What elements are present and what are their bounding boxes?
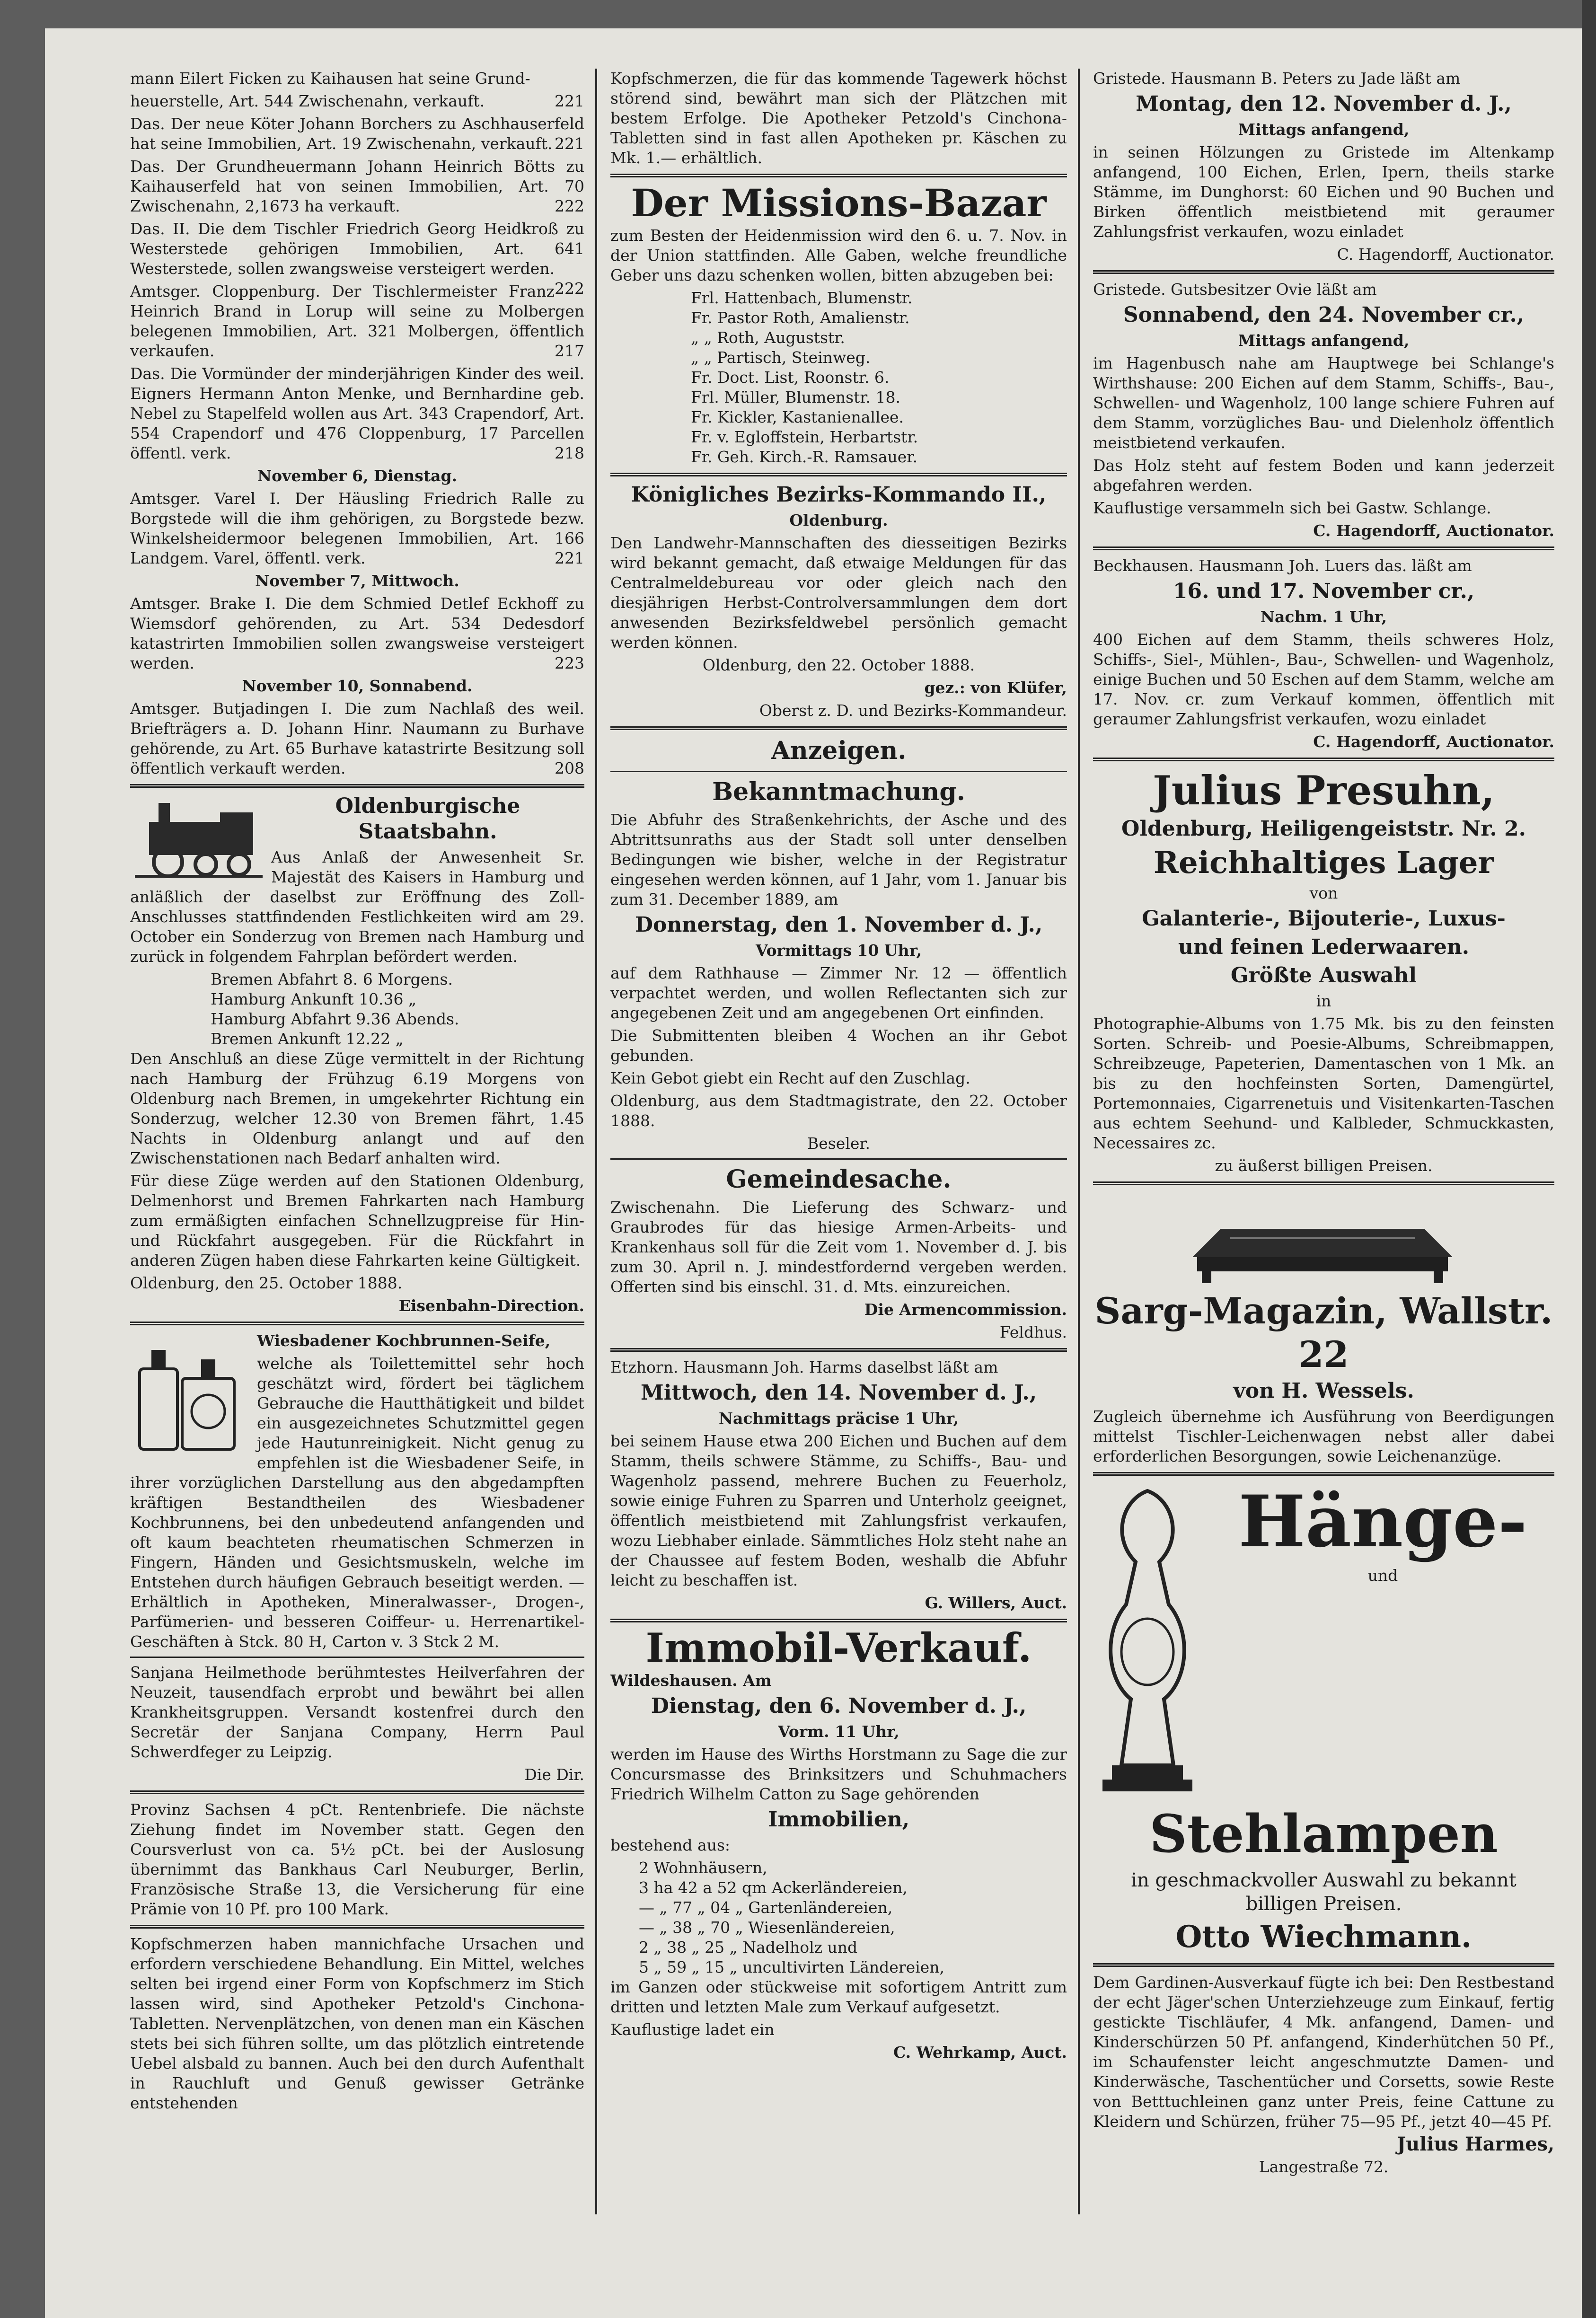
bekanntmachung-ad	[610, 777, 1067, 1154]
ad-title: Königliches Bezirks-Kommando II.,	[631, 483, 1047, 507]
ad-signature: Die Dir.	[524, 1765, 584, 1784]
beckhausen-ad	[1093, 556, 1554, 752]
ad-text: Etzhorn. Hausmann Joh. Harms daselbst läßt am	[610, 1358, 998, 1376]
schedule-row: Hamburg Abfahrt 9.36 Abends.	[211, 1010, 459, 1028]
list-item: — „ 38 „ 70 „ Wiesenländereien,	[639, 1918, 895, 1937]
ad-title: Sarg-Magazin, Wallstr. 22	[1094, 1290, 1553, 1375]
ad-place: Wildeshausen. Am	[610, 1671, 772, 1690]
ad-signature: Julius Harmes,	[1397, 2133, 1554, 2155]
ad-text: Photographie-Albums von 1.75 Mk. bis zu den feinsten Sorten. Schreib- und Poesie-Albums, Schreibmappen, Schreibzeuge, Papeterien, Damentaschen von 1 Mk. an bis zu den hochfeinsten Sorten, Damengürtel, Portemonnaies, Cigarrenetuis und Visitenkarten-Taschen aus echtem Seehund- und Kalbleder, Schmuckkasten, Necessaires zc.	[1093, 1014, 1554, 1152]
column-middle	[610, 69, 1067, 2198]
ad-title: Oldenburgische Staatsbahn.	[335, 794, 520, 844]
ad-signature: C. Hagendorff, Auctionator.	[1337, 245, 1554, 264]
ad-subtitle: Oldenburg.	[789, 511, 888, 529]
ad-day: Sonnabend, den 24. November cr.,	[1123, 303, 1525, 327]
ad-text: Für diese Züge werden auf den Stationen Oldenburg, Delmenhorst und Bremen Fahrkarten nach Hamburg zum ermäßigten einfachen Schnellzugpreise für Hin- und Rückfahrt ausgegeben. Für die Rückfahrt in anderen Zügen haben diese Fahrkarten keine Gültigkeit.	[130, 1172, 584, 1269]
sanjana-ad	[130, 1663, 584, 1785]
date-heading: November 10, Sonnabend.	[242, 677, 473, 695]
bazar-ad	[610, 183, 1067, 467]
ad-text: Kauflustige versammeln sich bei Gastw. Schlange.	[1093, 499, 1491, 517]
ad-time: Vorm. 11 Uhr,	[778, 1722, 899, 1741]
divider	[130, 784, 584, 788]
divider	[1093, 1963, 1554, 1967]
ad-text: Das Holz steht auf festem Boden und kann jederzeit abgefahren werden.	[1093, 456, 1554, 494]
divider	[1093, 1181, 1554, 1185]
ad-date: Oldenburg, den 25. October 1888.	[130, 1274, 403, 1292]
divider	[610, 726, 1067, 730]
gristede-ovie-ad	[1093, 280, 1554, 541]
list-item: Fr. Doct. List, Roonstr. 6.	[691, 368, 890, 387]
ad-signature: Otto Wiechmann.	[1175, 1919, 1472, 1955]
rente-ad	[130, 1800, 584, 1919]
list-item: Frl. Hattenbach, Blumenstr.	[691, 289, 913, 307]
list-item: Frl. Müller, Blumenstr. 18.	[691, 388, 900, 406]
schedule	[130, 970, 584, 1049]
divider	[130, 1322, 584, 1325]
ad-text: Den Landwehr-Mannschaften des diesseitigen Bezirks wird bekannt gemacht, daß etwaige Meldungen für das Centralmeldebureau vor oder gleich nach den diesjährigen Herbst-Controlversammlungen dem dort anwesenden Bezirksfeldwebel persönlich gemacht werden können.	[610, 534, 1067, 652]
divider	[610, 1158, 1067, 1160]
ad-time: Vormittags 10 Uhr,	[755, 941, 922, 960]
ad-signature-role: Oberst z. D. und Bezirks-Kommandeur.	[759, 701, 1067, 720]
ad-text-continued: Kopfschmerzen, die für das kommende Tagewerk höchst störend sind, bewährt man sich der Plätzchen mit bestem Erfolge. Die Apotheker Petzold's Cinchona-Tabletten sind in fast allen Apotheken pr. Käschen zu Mk. 1.— erhältlich.	[610, 69, 1067, 167]
ad-text: welche als Toilettemittel sehr hoch geschätzt wird, fördert bei täglichem Gebrauche die Hautthätigkeit und bildet ein ausgezeichnetes Schutzmittel gegen jede Hautunreinigkeit. Nicht genug zu empfehlen ist die Wiesbadener Seife, in ihrer vorzüglichen Darstellung aus den abgedampften kräftigen Bestandtheilen des Wiesbadener Kochbrunnens, bei den unbedeutend anfangenden und oft kaum beachteten rheumatischen Schmerzen in Fingern, Händen und Gesichtsmuskeln, welche im Entstehen durch häufigen Gebrauch beseitigt werden. — Erhältlich in Apotheken, Mineralwasser-, Drogen-, Parfümerien- und besseren Coiffeur- u. Herrenartikel-Geschäften à Stck. 80 H, Carton v. 3 Stck 2 M.	[130, 1354, 584, 1651]
ad-text: zu äußerst billigen Preisen.	[1215, 1156, 1433, 1175]
ad-day: Mittwoch, den 14. November d. J.,	[640, 1381, 1037, 1405]
ad-signature: G. Willers, Auct.	[925, 1594, 1067, 1612]
ad-text: Den Anschluß an diese Züge vermittelt in der Richtung nach Hamburg der Frühzug 6.19 Morgens von Oldenburg nach Bremen, in umgekehrter Richtung ein Sonderzug, welcher 12.30 von Bremen fährt, 1.45 Nachts in Oldenburg anlangt und auf den Zwischenstationen nach Bedarf anhalten wird.	[130, 1049, 584, 1167]
ad-text: Provinz Sachsen 4 pCt. Rentenbriefe. Die nächste Ziehung findet im November statt. Gegen den Coursverlust von ca. 5½ pCt. bei der Auslosung übernimmt das Bankhaus Carl Neuburger, Berlin, Französische Straße 13, die Versicherung für eine Prämie von 10 Pf. pro 100 Mark.	[130, 1800, 584, 1918]
gristede-peters-ad	[1093, 69, 1554, 264]
ad-day: Montag, den 12. November d. J.,	[1136, 92, 1512, 116]
immobil-ad	[610, 1624, 1067, 2062]
date-heading: November 7, Mittwoch.	[255, 572, 459, 590]
ad-signature-name: Feldhus.	[999, 1323, 1067, 1341]
list-item: Das. Der Grundheuermann Johann Heinrich Bötts zu Kaihauserfeld hat von seinen Immobilien, Art. 70 Zwischenahn, 2,1673 ha verkauft. 222	[130, 157, 584, 215]
ad-text: Kein Gebot giebt ein Recht auf den Zuschlag.	[610, 1069, 970, 1087]
divider	[1093, 1472, 1554, 1476]
list-item: 2 Wohnhäusern,	[639, 1859, 767, 1877]
ad-time: Nachmittags präcise 1 Uhr,	[718, 1409, 959, 1428]
divider	[1093, 270, 1554, 274]
column-left	[130, 69, 584, 2198]
ad-day: Dienstag, den 6. November d. J.,	[651, 1694, 1027, 1718]
list-item: Das. Der neue Köter Johann Borchers zu Aschhauserfeld hat seine Immobilien, Art. 19 Zwischenahn, verkauft. 221	[130, 115, 584, 153]
ad-title: Wiesbadener Kochbrunnen-Seife,	[257, 1331, 551, 1350]
ad-time: Mittags anfangend,	[1238, 331, 1410, 350]
ad-text: Oldenburg, aus dem Stadtmagistrate, den 22. October 1888.	[610, 1092, 1067, 1130]
ad-line: in	[1316, 992, 1331, 1010]
lampen-ad	[1093, 1481, 1554, 1956]
ad-text: zum Besten der Heidenmission wird den 6. u. 7. Nov. in der Union stattfinden. Alle Gaben, welche freundliche Geber uns dazu schenken wollen, bitten abzugeben bei:	[610, 226, 1067, 284]
schedule-row: Bremen Abfahrt 8. 6 Morgens.	[211, 970, 453, 988]
ad-signature: C. Hagendorff, Auctionator.	[1313, 521, 1554, 540]
divider	[1093, 546, 1554, 550]
column-rule-1	[595, 69, 597, 2214]
divider	[610, 174, 1067, 177]
divider	[130, 1657, 584, 1658]
list-item: Fr. v. Egloffstein, Herbartstr.	[691, 428, 918, 446]
list-item: 5 „ 59 „ 15 „ uncultivirten Ländereien,	[639, 1958, 944, 1976]
ad-signature: C. Wehrkamp, Auct.	[893, 2043, 1067, 2062]
ad-text: Zwischenahn. Die Lieferung des Schwarz- und Graubrodes für das hiesige Armen-Arbeits- und Krankenhaus soll für die Zeit vom 1. November d. J. bis zum 30. April n. J. mindestfordernd vergeben werden. Offerten sind bis einschl. 31. d. Mts. einzureichen.	[610, 1198, 1067, 1296]
locomotive-icon	[130, 793, 263, 879]
list-item: Amtsger. Varel I. Der Häusling Friedrich Ralle zu Borgstede will die ihm gehörigen, zu Borgstede bezw. Winkelsheidermoor belegenen Immobilien, Art. 166 Landgem. Varel, öffentl. verk. 221	[130, 489, 584, 567]
ad-time: Mittags anfangend,	[1238, 120, 1410, 139]
ad-text: Kauflustige ladet ein	[610, 2020, 775, 2039]
kommando-ad	[610, 482, 1067, 721]
schedule-row: Hamburg Ankunft 10.36 „	[211, 990, 417, 1008]
list-item: Das. Die Vormünder der minderjährigen Kinder des weil. Eigners Hermann Anton Menke, und Bernhardine geb. Nebel zu Stapelfeld wollen aus Art. 343 Crapendorf, Art. 554 Crapendorf und 476 Cloppenburg, 17 Parcellen öffentl. verk. 218	[130, 364, 584, 462]
presuhn-ad	[1093, 767, 1554, 1176]
gardinen-ad	[1093, 1973, 1554, 2177]
divider	[130, 1790, 584, 1794]
scan-edge	[1582, 0, 1596, 2318]
list-item: Amtsger. Brake I. Die dem Schmied Detlef Eckhoff zu Wiemsdorf gehörenden, zu Art. 534 Dedesdorf katastrirten Immobilien sollen zwangsweise versteigert werden. 223	[130, 594, 584, 672]
date-heading: November 6, Dienstag.	[257, 467, 458, 485]
ad-signature: gez.: von Klüfer,	[924, 679, 1067, 697]
column-right	[1093, 69, 1554, 2198]
seife-ad	[130, 1331, 584, 1652]
staatsbahn-ad	[130, 793, 584, 1316]
ad-line: und feinen Lederwaaren.	[1178, 935, 1470, 959]
ad-day: 16. und 17. November cr.,	[1173, 579, 1475, 603]
ad-text: Beckhausen. Hausmann Joh. Luers das. läßt am	[1093, 556, 1472, 575]
sarg-ad	[1093, 1191, 1554, 1466]
divider	[610, 1619, 1067, 1622]
ad-text: werden im Hause des Wirths Horstmann zu Sage die zur Concursmasse des Brinksitzers und Schuhmachers Friedrich Wilhelm Catton zu Sage gehörenden	[610, 1745, 1067, 1803]
ad-address: Oldenburg, Heiligengeiststr. Nr. 2.	[1121, 817, 1526, 841]
ad-date: Oldenburg, den 22. October 1888.	[702, 656, 975, 674]
ad-title: Hänge-	[1238, 1480, 1527, 1563]
ad-subtitle: Immobilien,	[767, 1807, 910, 1832]
list-item: Amtsger. Cloppenburg. Der Tischlermeister Franz Heinrich Brand in Lorup will seine zu Molbergen belegenen Immobilien, Art. 321 Molbergen, öffentlich verkaufen. 217	[130, 282, 584, 360]
list-item: 2 „ 38 „ 25 „ Nadelholz und	[639, 1938, 858, 1957]
list-item: „ „ Partisch, Steinweg.	[691, 348, 871, 367]
ad-signature: C. Hagendorff, Auctionator.	[1313, 732, 1554, 751]
ad-line: Galanterie-, Bijouterie-, Luxus-	[1142, 907, 1506, 931]
list-item: — „ 77 „ 04 „ Gartenländereien,	[639, 1898, 893, 1917]
list-item: heuerstelle, Art. 544 Zwischenahn, verkauft. 221	[130, 92, 584, 110]
property-list	[610, 1858, 1067, 1977]
ad-signature: Beseler.	[807, 1134, 870, 1153]
ad-text: Die Abfuhr des Straßenkehrichts, der Asche und des Abtrittsunraths aus der Stadt soll unter denselben Bedingungen wie bisher, welche in der Registratur eingesehen werden können, auf 1 Jahr, vom 1. Januar bis zum 31. December 1889, am	[610, 811, 1067, 908]
ad-text: Zugleich übernehme ich Ausführung von Beerdigungen mittelst Tischler-Leichenwagen nebst aller dabei erforderlichen Besorgungen, sowie Leichenanzüge.	[1093, 1407, 1554, 1465]
ad-line: von	[1309, 884, 1338, 902]
ad-line: Reichhaltiges Lager	[1153, 845, 1494, 881]
list-item: 3 ha 42 a 52 qm Ackerländereien,	[639, 1878, 908, 1897]
ad-text: 400 Eichen auf dem Stamm, theils schweres Holz, Schiffs-, Siel-, Mühlen-, Bau-, Schwellen- und Wagenholz, einige Buchen und 50 Eschen auf dem Stamm, welche am 17. Nov. cr. zum Verkauf kommen, öffentlich mit geraumer Zahlungsfrist verkaufen, wozu einladet	[1093, 630, 1554, 728]
divider	[130, 1925, 584, 1929]
divider	[610, 473, 1067, 476]
ad-text: in geschmackvoller Auswahl zu bekannt billigen Preisen.	[1131, 1869, 1517, 1915]
ad-line: und	[1367, 1566, 1398, 1585]
ad-text: im Ganzen oder stückweise mit sofortigem Antritt zum dritten und letzten Male zum Verkauf aufgesetzt.	[610, 1978, 1067, 2016]
ad-title: Immobil-Verkauf.	[645, 1624, 1032, 1671]
ad-text: bestehend aus:	[610, 1836, 731, 1854]
divider	[610, 771, 1067, 772]
ad-title: Julius Presuhn,	[1153, 767, 1495, 814]
ad-day: Donnerstag, den 1. November d. J.,	[635, 913, 1043, 937]
ad-title: Der Missions-Bazar	[631, 181, 1047, 225]
section-heading-anzeigen: Anzeigen.	[771, 736, 907, 765]
gemeindesache-ad	[610, 1164, 1067, 1342]
coffin-icon	[1093, 1191, 1554, 1286]
schedule-row: Bremen Ankunft 12.22 „	[211, 1030, 404, 1048]
list-item: Fr. Kickler, Kastanienallee.	[691, 408, 904, 426]
list-item: Amtsger. Butjadingen I. Die zum Nachlaß des weil. Briefträgers a. D. Johann Hinr. Naumann zu Burhave gehörende, zu Art. 65 Burhave katastrirte Besitzung soll öffentlich verkauft werden. 208	[130, 699, 584, 777]
auction-list	[130, 69, 584, 778]
divider	[1093, 758, 1554, 761]
list-item: Fr. Geh. Kirch.-R. Ramsauer.	[691, 448, 917, 466]
ad-text: in seinen Hölzungen zu Gristede im Altenkamp anfangend, 100 Eichen, Erlen, Ipern, theils starke Stämme, im Dunghorst: 60 Eichen und 90 Buchen und Birken öffentlich meistbietend mit geraumer Zahlungsfrist verkaufen, wozu einladet	[1093, 143, 1554, 241]
ad-text: Die Submittenten bleiben 4 Wochen an ihr Gebot gebunden.	[610, 1026, 1067, 1065]
etzhorn-ad	[610, 1357, 1067, 1613]
donor-list	[610, 288, 1067, 467]
ad-line: Größte Auswahl	[1230, 963, 1417, 987]
ad-text: Aus Anlaß der Anwesenheit Sr. Majestät des Kaisers in Hamburg und anläßlich der daselbst zur Eröffnung des Zoll-Anschlusses stattfindenden Festlichkeiten wird am 29. October ein Sonderzug von Bremen nach Hamburg und zurück in folgendem Fahrplan befördert werden.	[130, 848, 584, 966]
list-item: mann Eilert Ficken zu Kaihausen hat seine Grund-	[130, 69, 530, 88]
ad-title: Stehlampen	[1149, 1803, 1498, 1864]
ad-text: Kopfschmerzen haben mannichfache Ursachen und erfordern verschiedene Behandlung. Ein Mittel, welches selten bei irgend einer Form von Kopfschmerz im Stich lassen wird, sind Apotheker Petzold's Cinchona-Tabletten. Nervenplätzchen, von denen man ein Käschen stets bei sich führen sollte, um das plötzlich eintretende Uebel alsbald zu bannen. Auch bei den durch Aufenthalt in Rauchluft und Genuß gewisser Getränke entstehenden	[130, 1935, 584, 2112]
ad-text: Sanjana Heilmethode berühmtestes Heilverfahren der Neuzeit, tausendfach erprobt und bewährt bei allen Krankheitsgruppen. Versandt kostenfrei durch den Secretär der Sanjana Company, Herrn Paul Schwerdfeger zu Leipzig.	[130, 1663, 584, 1761]
ad-text: bei seinem Hause etwa 200 Eichen und Buchen auf dem Stamm, theils schwere Stämme, zu Schiffs-, Bau- und Wagenholz passend, mehrere Buchen zu Feuerholz, sowie einige Fuhren zu Sparren und Unterholz geeignet, öffentlich meistbietend mit Zahlungsfrist verkaufen, wozu Liebhaber einlade. Sämmtliches Holz steht nahe an der Chaussee auf festem Boden, weshalb die Abfuhr leicht zu beschaffen ist.	[610, 1432, 1067, 1589]
kopfschmerz-ad	[130, 1934, 584, 2113]
ad-title: Gemeindesache.	[726, 1165, 952, 1194]
list-item: Das. II. Die dem Tischler Friedrich Georg Heidkroß zu Westerstede gehörigen Immobilien, Art. 641 Westerstede, sollen zwangsweise versteigert werden. 222	[130, 220, 584, 298]
lamp-vase-icon	[1093, 1481, 1202, 1803]
ad-text: Dem Gardinen-Ausverkauf fügte ich bei: Den Restbestand der echt Jäger'schen Unterziehzeuge zum Einkauf, fertig gestickte Tischläufer, 4 Mk. anfangend, Damen- und Kinderschürzen 50 Pf. anfangend, Kinderhütchen 50 Pf., im Schaufenster leicht angeschmutzte Damen- und Kinderwäsche, Taschentücher und Corsetts, sowie Reste von Betttuchleinen ganz unter Preis, feine Cattune zu Kleidern und Schürzen, früher 75—95 Pf., jetzt 40—45 Pf.	[1093, 1973, 1554, 2131]
ad-signature: Die Armencommission.	[864, 1300, 1067, 1319]
column-rule-2	[1078, 69, 1080, 2214]
ad-signature: Eisenbahn-Direction.	[398, 1296, 584, 1315]
ad-text: auf dem Rathhause — Zimmer Nr. 12 — öffentlich verpachtet werden, und wollen Reflectanten sich zur angegebenen Zeit und am angegebenen Ort einfinden.	[610, 964, 1067, 1022]
divider	[610, 1348, 1067, 1352]
list-item: Fr. Pastor Roth, Amalienstr.	[691, 308, 910, 327]
soap-bottles-icon	[130, 1331, 248, 1454]
ad-title: Bekanntmachung.	[712, 777, 965, 806]
ad-address: Langestraße 72.	[1259, 2158, 1389, 2176]
ad-subtitle: von H. Wessels.	[1233, 1379, 1414, 1403]
ad-time: Nachm. 1 Uhr,	[1260, 608, 1387, 626]
ad-text: im Hagenbusch nahe am Hauptwege bei Schlange's Wirthshause: 200 Eichen auf dem Stamm, Schiffs-, Bau-, Schwellen- und Wagenholz, 100 lange schiere Fuhren auf dem Stamm, vorzügliches Bau- und Dielenholz öffentlich meistbietend verkaufen.	[1093, 354, 1554, 452]
ad-text: Gristede. Hausmann B. Peters zu Jade läßt am	[1093, 69, 1461, 88]
list-item: „ „ Roth, Auguststr.	[691, 328, 845, 347]
ad-text: Gristede. Gutsbesitzer Ovie läßt am	[1093, 280, 1377, 299]
